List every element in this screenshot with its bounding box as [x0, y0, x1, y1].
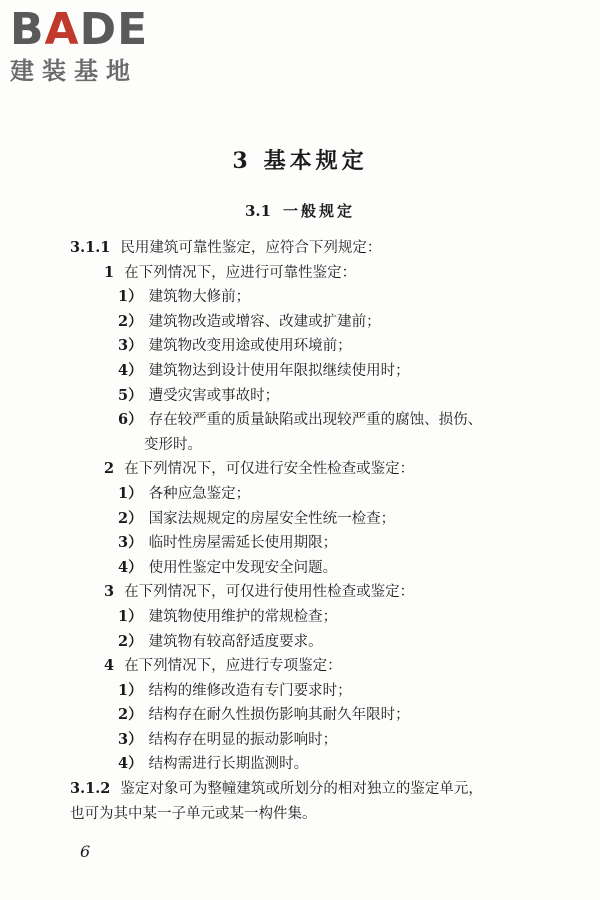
list-item: 4） 使用性鉴定中发现安全问题。 [118, 558, 338, 576]
clause-number: 3.1.2 [70, 780, 111, 798]
section-number: 3.1 [244, 202, 272, 220]
document-body [70, 236, 540, 826]
clause-text: 民用建筑可靠性鉴定，应符合下列规定： [120, 240, 382, 256]
list-item: 4） 结构需进行长期监测时。 [118, 755, 309, 773]
list-item: 2） 建筑物有较高舒适度要求。 [118, 632, 323, 650]
list-item: 1） 建筑物大修前； [118, 288, 251, 306]
list-item: 5） 遭受灾害或事故时； [118, 386, 280, 404]
clause-3-1-1 [70, 236, 540, 261]
list-item: 1） 建筑物使用维护的常规检查； [118, 607, 338, 625]
list-item: 3） 结构存在明显的振动影响时； [118, 730, 338, 748]
list-item: 6） 存在较严重的质量缺陷或出现较严重的腐蚀、损伤、 [118, 411, 483, 429]
logo-subtitle: 建装基地 [10, 57, 138, 85]
list-item: 2） 建筑物改造或增容、改建或扩建前； [118, 312, 381, 330]
chapter-title: 基本规定 [263, 148, 368, 174]
list-item: 3） 建筑物改变用途或使用环境前； [118, 337, 352, 355]
list-item: 3） 临时性房屋需延长使用期限； [118, 534, 338, 552]
list-item: 1） 各种应急鉴定； [118, 484, 251, 502]
list-item: 1 在下列情况下，应进行可靠性鉴定： [104, 263, 357, 281]
list-item: 2） 结构存在耐久性损伤影响其耐久年限时； [118, 706, 410, 724]
clause-3-1-2 [70, 777, 540, 802]
list-item: 3 在下列情况下，可仅进行使用性检查或鉴定： [104, 583, 415, 601]
chapter-number: 3 [232, 148, 252, 174]
section-title: 一般规定 [283, 202, 356, 220]
list-item: 1） 结构的维修改造有专门要求时； [118, 681, 352, 699]
list-item: 4） 建筑物达到设计使用年限拟继续使用时； [118, 361, 410, 379]
page-number: 6 [80, 842, 91, 861]
clause-text: 鉴定对象可为整幢建筑或所划分的相对独立的鉴定单元， [120, 781, 483, 798]
bade-logo [10, 6, 148, 86]
list-item-continuation: 变形时。 [144, 436, 202, 453]
section-heading [0, 200, 600, 221]
list-item: 4 在下列情况下，应进行专项鉴定： [104, 657, 342, 675]
list-item: 2） 国家法规规定的房屋安全性统一检查； [118, 509, 396, 527]
clause-text-continuation: 也可为其中某一子单元或某一构件集。 [70, 805, 317, 822]
clause-number: 3.1.1 [70, 239, 111, 256]
chapter-heading [0, 144, 600, 175]
logo-wordmark: BADE [10, 4, 149, 55]
list-item: 2 在下列情况下，可仅进行安全性检查或鉴定： [104, 460, 415, 478]
